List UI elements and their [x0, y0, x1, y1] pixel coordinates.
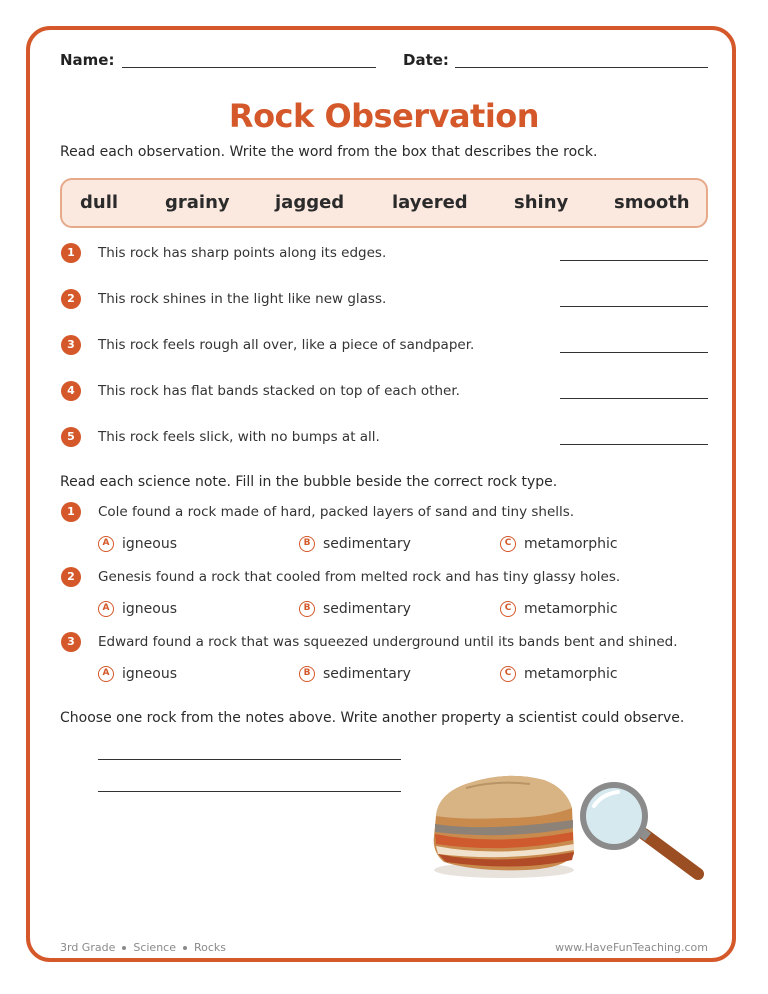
footer-site[interactable]: www.HaveFunTeaching.com: [555, 941, 708, 954]
option-label: igneous: [122, 536, 177, 552]
answer-line[interactable]: [560, 352, 708, 353]
magnifying-glass-icon: [580, 782, 698, 874]
bubble-b[interactable]: B: [299, 536, 315, 552]
bubble-c[interactable]: C: [500, 536, 516, 552]
option-label: igneous: [122, 601, 177, 617]
question-text: This rock shines in the light like new glass.: [98, 291, 387, 307]
option-label: metamorphic: [524, 666, 618, 682]
note-number: 2: [61, 567, 81, 587]
bullet-dot: [183, 946, 187, 950]
word-bank: [60, 178, 708, 228]
date-label: Date:: [403, 51, 449, 69]
option-label: metamorphic: [524, 536, 618, 552]
note-text: Cole found a rock made of hard, packed layers of sand and tiny shells.: [98, 504, 575, 520]
option-label: metamorphic: [524, 601, 618, 617]
answer-line[interactable]: [560, 306, 708, 307]
option-label: sedimentary: [323, 666, 411, 682]
question-text: This rock feels rough all over, like a piece of sandpaper.: [98, 337, 475, 353]
word-bank-item: jagged: [275, 192, 345, 213]
bullet-dot: [122, 946, 126, 950]
bubble-b[interactable]: B: [299, 601, 315, 617]
question-text: This rock has sharp points along its edges.: [98, 245, 387, 261]
bubble-a[interactable]: A: [98, 666, 114, 682]
part2-instruction: Read each science note. Fill in the bubble beside the correct rock type.: [60, 474, 558, 490]
note-text: Genesis found a rock that cooled from melted rock and has tiny glassy holes.: [98, 569, 621, 585]
answer-line[interactable]: [560, 260, 708, 261]
option-label: sedimentary: [323, 601, 411, 617]
footer-subject: Science: [133, 941, 176, 954]
question-number: 1: [61, 243, 81, 263]
question-number: 4: [61, 381, 81, 401]
layered-rock-icon: [434, 776, 574, 878]
footer-tags: [60, 941, 226, 954]
writing-line[interactable]: [98, 759, 401, 760]
page-title: Rock Observation: [228, 97, 540, 135]
answer-line[interactable]: [560, 398, 708, 399]
word-bank-item: layered: [392, 192, 468, 213]
bubble-a[interactable]: A: [98, 536, 114, 552]
part1-instruction: Read each observation. Write the word from the box that describes the rock.: [60, 144, 598, 160]
question-text: This rock feels slick, with no bumps at all.: [98, 429, 380, 445]
bubble-c[interactable]: C: [500, 666, 516, 682]
bubble-b[interactable]: B: [299, 666, 315, 682]
word-bank-item: grainy: [165, 192, 230, 213]
note-number: 1: [61, 502, 81, 522]
part3-instruction: Choose one rock from the notes above. Write another property a scientist could observe.: [60, 710, 685, 726]
question-text: This rock has flat bands stacked on top of each other.: [98, 383, 460, 399]
writing-line[interactable]: [98, 791, 401, 792]
question-number: 2: [61, 289, 81, 309]
footer-topic: Rocks: [194, 941, 227, 954]
note-number: 3: [61, 632, 81, 652]
date-line[interactable]: [455, 67, 708, 68]
word-bank-item: smooth: [614, 192, 690, 213]
question-number: 3: [61, 335, 81, 355]
option-label: sedimentary: [323, 536, 411, 552]
bubble-a[interactable]: A: [98, 601, 114, 617]
name-line[interactable]: [122, 67, 376, 68]
name-label: Name:: [60, 51, 115, 69]
note-text: Edward found a rock that was squeezed underground until its bands bent and shined.: [98, 634, 678, 650]
word-bank-item: dull: [80, 192, 119, 213]
option-label: igneous: [122, 666, 177, 682]
answer-line[interactable]: [560, 444, 708, 445]
word-bank-item: shiny: [514, 192, 569, 213]
rock-and-magnifier-illustration: [426, 766, 716, 890]
question-number: 5: [61, 427, 81, 447]
footer-grade: 3rd Grade: [60, 941, 116, 954]
bubble-c[interactable]: C: [500, 601, 516, 617]
